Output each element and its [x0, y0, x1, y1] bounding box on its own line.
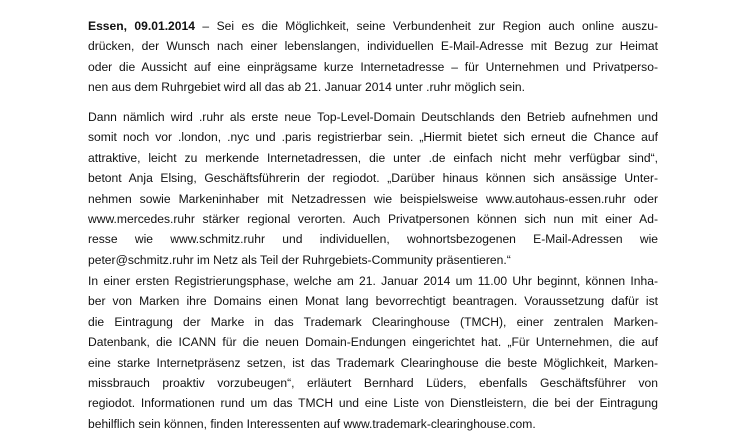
paragraph-line: attraktive, leicht zu merkende Internetadressen, die unter .de einfach nicht mehr verfügbar sind“, — [88, 150, 658, 165]
paragraph-registration — [88, 271, 658, 434]
paragraph-line: oder die Aussicht auf eine einprägsame kurze Internetadresse – für Unternehmen und Privatperso- — [88, 59, 658, 74]
paragraph-line: behilflich sein können, finden Interessenten auf www.trademark-clearinghouse.com. — [88, 416, 536, 431]
paragraph-line: Dann nämlich wird .ruhr als erste neue Top-Level-Domain Deutschlands den Betrieb aufnehmen und — [88, 110, 658, 124]
paragraph-line: eine starke Internetpräsenz setzen, ist das Trademark Clearinghouse die beste Möglichkeit, Marken- — [88, 355, 658, 370]
paragraph-line: Datenbank, die ICANN für die neuen Domain-Endungen eingerichtet hat. „Für Unternehmen, die auf — [88, 335, 658, 350]
paragraph-line: betont Anja Elsing, Geschäftsführerin der regiodot. „Darüber hinaus können sich ansässige Unter- — [88, 171, 658, 186]
paragraph-line: regiodot. Informationen rund um das TMCH und eine Liste von Dienstleistern, die bei der Eintragung — [88, 396, 658, 411]
paragraph-intro — [88, 16, 658, 98]
paragraph-line: ber von Marken ihre Domains einen Monat lang bevorrechtigt beantragen. Voraussetzung dafür ist — [88, 294, 658, 309]
paragraph-line: somit noch vor .london, .nyc und .paris registrierbar sein. „Hiermit bietet sich erneut die Chance auf — [88, 130, 658, 145]
dateline: Essen, 09.01.2014 — [88, 19, 195, 33]
paragraph-line: drücken, der Wunsch nach einer lebenslangen, individuellen E-Mail-Adresse mit Bezug zur Heimat — [88, 39, 658, 54]
paragraph-line: missbrauch proaktiv vorzubeugen“, erläutert Bernhard Lüders, ebenfalls Geschäftsführer von — [88, 375, 658, 390]
paragraph-line: die Eintragung der Marke in das Trademark Clearinghouse (TMCH), einer zentralen Marken- — [88, 314, 658, 329]
paragraph-launch — [88, 107, 658, 270]
document-page — [88, 0, 658, 431]
paragraph-line: www.mercedes.ruhr stärker regional verorten. Auch Privatpersonen können sich nun mit einer Ad- — [88, 211, 658, 226]
cut-off-previous-line — [88, 0, 658, 6]
paragraph-line: resse wie www.schmitz.ruhr und individuellen, wohnortsbezogenen E-Mail-Adressen wie — [88, 232, 658, 247]
paragraph-line: peter@schmitz.ruhr im Netz als Teil der Ruhrgebiets-Community präsentieren.“ — [88, 252, 511, 267]
paragraph-line: In einer ersten Registrierungsphase, welche am 21. Januar 2014 um 11.00 Uhr beginnt, können Inha- — [88, 274, 658, 288]
paragraph-line: nen aus dem Ruhrgebiet wird all das ab 21. Januar 2014 unter .ruhr möglich sein. — [88, 80, 525, 95]
dateline-continuation: – Sei es die Möglichkeit, seine Verbundenheit zur Region auch online auszu- — [194, 19, 658, 33]
paragraph-line: nehmen sowie Markeninhaber mit Netzadressen wie beispielsweise www.autohaus-essen.ruhr oder — [88, 191, 658, 206]
paragraph-line — [88, 16, 658, 36]
